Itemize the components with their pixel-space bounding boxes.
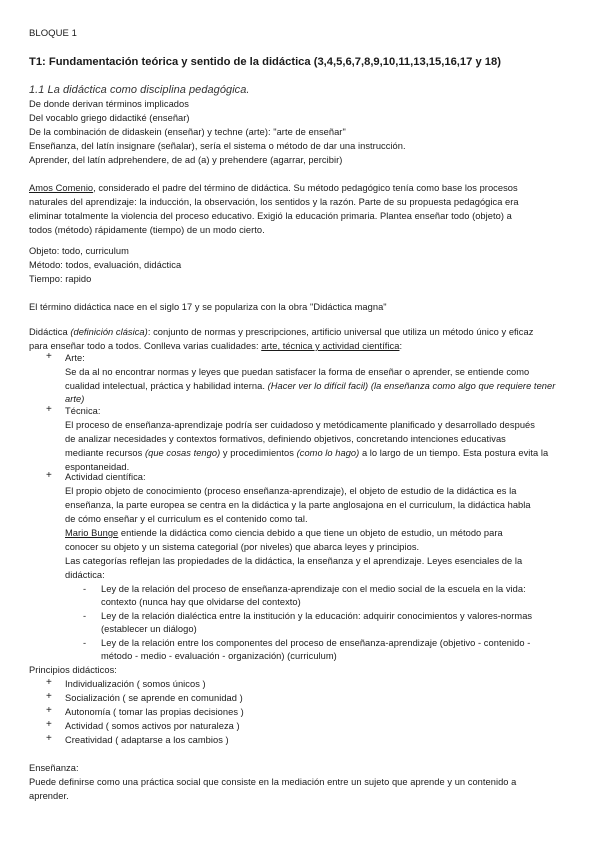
- block-label: BLOQUE 1: [29, 28, 77, 39]
- cientifica-line: de cómo enseñar y el curriculum es el contenido como tal.: [65, 514, 308, 524]
- definition-text: :: [399, 341, 403, 351]
- tecnica-line: El proceso de enseñanza-aprendizaje podría ser cuidadoso y metódicamente planificado y desarrollado después: [65, 420, 535, 430]
- dash-marker: -: [83, 638, 87, 648]
- principio-item: Actividad ( somos activos por naturaleza ): [65, 721, 240, 731]
- ley-line: método - medio - evaluación - organización) (curriculum): [101, 651, 337, 661]
- didactica-magna-line: El término didáctica nace en el siglo 17 y se populariza con la obra "Didáctica magna": [29, 302, 387, 312]
- principio-item: Autonomía ( tomar las propias decisiones ): [65, 707, 244, 717]
- cientifica-line: El propio objeto de conocimiento (proceso enseñanza-aprendizaje), el objeto de estudio de la didáctica es la: [65, 486, 517, 496]
- arte-text: cualidad intelectual, práctica y habilidad interna.: [65, 381, 268, 391]
- tecnica-line: de analizar necesidades y contextos formativos, definiendo objetivos, concretando intenciones educativas: [65, 434, 506, 444]
- tecnica-line: [65, 447, 548, 459]
- comenio-line: naturales del aprendizaje: la inducción, la observación, los sentidos y la razón. Parte de su propuesta pedagógica era: [29, 197, 519, 207]
- intro-line: De donde derivan términos implicados: [29, 99, 189, 109]
- objeto-line: Objeto: todo, curriculum: [29, 246, 129, 256]
- definition-text: para enseñar todo a todos. Conlleva varias cualidades:: [29, 341, 262, 351]
- tecnica-text: mediante recursos: [65, 448, 145, 458]
- definition-line: [29, 326, 533, 338]
- cientifica-text: entiende la didáctica como ciencia debido a que tiene un objeto de estudio, un método para: [118, 528, 503, 538]
- definition-line: [29, 340, 402, 352]
- ensenanza-line: Puede definirse como una práctica social que consiste en la mediación entre un sujeto que aprende y un contenido a: [29, 777, 517, 787]
- arte-label: Arte:: [65, 353, 85, 363]
- comenio-name: Amos Comenio: [29, 183, 94, 193]
- arte-line: Se da al no encontrar normas y leyes que puedan satisfacer la forma de enseñar o aprender, se entiende como: [65, 367, 530, 377]
- metodo-line: Método: todos, evaluación, didáctica: [29, 260, 182, 270]
- tecnica-italic: (como lo hago): [296, 448, 360, 458]
- arte-line: arte): [65, 394, 85, 404]
- dash-marker: -: [83, 611, 87, 621]
- principio-item: Creatividad ( adaptarse a los cambios ): [65, 735, 229, 745]
- ley-line: contexto (nunca hay que olvidarse del contexto): [101, 597, 301, 607]
- ley-line: (establecer un diálogo): [101, 624, 197, 634]
- definition-text: : conjunto de normas y prescripciones, artificio universal que utiliza un método único y eficaz: [147, 327, 534, 337]
- bullet-plus: +: [46, 470, 52, 481]
- principio-item: Individualización ( somos únicos ): [65, 679, 206, 689]
- intro-line: De la combinación de didaskein (enseñar) y techne (arte): "arte de enseñar": [29, 127, 346, 137]
- intro-line: Del vocablo griego didactiké (enseñar): [29, 113, 190, 123]
- ley-line: Ley de la relación del proceso de enseñanza-aprendizaje con el medio social de la escuela en la vida:: [101, 584, 526, 594]
- bullet-plus: +: [46, 351, 52, 362]
- comenio-text: , considerado el padre del término de didáctica. Su método pedagógico tenía como base los procesos: [93, 183, 518, 193]
- ley-line: Ley de la relación dialéctica entre la institución y la educación: adquirir conocimientos y valores-normas: [101, 611, 533, 621]
- subsection-title: 1.1 La didáctica como disciplina pedagógica.: [29, 84, 250, 96]
- tecnica-text: y procedimientos: [220, 448, 297, 458]
- tecnica-label: Técnica:: [65, 406, 101, 416]
- ensenanza-label: Enseñanza:: [29, 763, 79, 773]
- cientifica-line: [65, 527, 503, 539]
- comenio-line: eliminar totalmente la violencia del proceso educativo. Exigió la educación primaria. Plantea enseñar todo (objeto) a: [29, 211, 512, 221]
- bullet-plus: +: [46, 691, 52, 702]
- bullet-plus: +: [46, 705, 52, 716]
- bullet-plus: +: [46, 719, 52, 730]
- arte-italic: (Hacer ver lo difícil facil) (la enseñanza como algo que requiere tener: [267, 381, 556, 391]
- bullet-plus: +: [46, 733, 52, 744]
- bullet-plus: +: [46, 677, 52, 688]
- bullet-plus: +: [46, 404, 52, 415]
- cientifica-line: didáctica:: [65, 570, 105, 580]
- bunge-name: Mario Bunge: [65, 528, 119, 538]
- cientifica-label: Actividad científica:: [65, 472, 146, 482]
- tecnica-line: espontaneidad.: [65, 462, 130, 472]
- qualities-underlined: arte, técnica y actividad científica: [261, 341, 400, 351]
- principios-label: Principios didácticos:: [29, 665, 117, 675]
- arte-line: [65, 380, 555, 392]
- intro-line: Aprender, del latín adprehendere, de ad (a) y prehendere (agarrar, percibir): [29, 155, 343, 165]
- cientifica-line: conocer su objeto y un sistema categorial (por niveles) que abarca leyes y principios.: [65, 542, 420, 552]
- principio-item: Socialización ( se aprende en comunidad ): [65, 693, 243, 703]
- cientifica-line: enseñanza, la parte europea se centra en la didáctica y la parte anglosajona en el curriculum, la didáctica habla: [65, 500, 531, 510]
- tecnica-italic: (que cosas tengo): [144, 448, 221, 458]
- ley-line: Ley de la relación entre los componentes del proceso de enseñanza-aprendizaje (objetivo - contenido -: [101, 638, 531, 648]
- intro-line: Enseñanza, del latín insignare (señalar), sería el sistema o método de dar una instrucción.: [29, 141, 406, 151]
- tecnica-text: a lo largo de un tiempo. Esta postura evita la: [359, 448, 549, 458]
- cientifica-line: Las categorías reflejan las propiedades de la didáctica, la enseñanza y el aprendizaje. Leyes esenciales de la: [65, 556, 523, 566]
- comenio-paragraph-first-line: [29, 182, 518, 194]
- tiempo-line: Tiempo: rapido: [29, 274, 92, 284]
- definition-italic: (definición clásica): [70, 327, 148, 337]
- dash-marker: -: [83, 584, 87, 594]
- comenio-line: todos (método) rápidamente (tiempo) de un modo cierto.: [29, 225, 265, 235]
- definition-text: Didáctica: [29, 327, 71, 337]
- ensenanza-line: aprender.: [29, 791, 69, 801]
- section-title: T1: Fundamentación teórica y sentido de la didáctica (3,4,5,6,7,8,9,10,11,13,15,16,17 y 18): [29, 56, 501, 68]
